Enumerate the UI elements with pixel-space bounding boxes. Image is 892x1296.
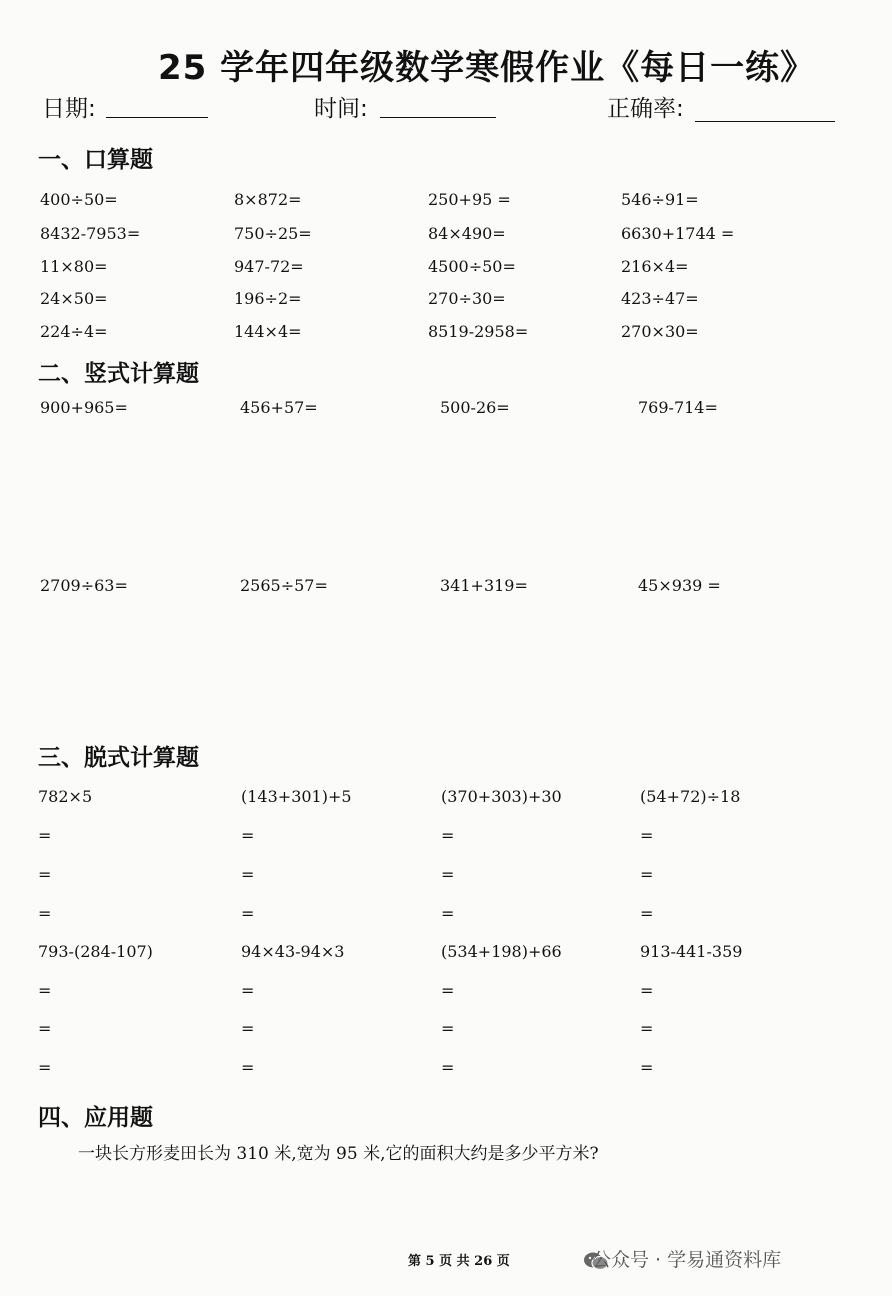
equals-line: =	[38, 981, 52, 1000]
oral-problem: 4500÷50=	[428, 257, 516, 276]
vertical-problem: 2709÷63=	[40, 576, 128, 595]
oral-problem: 24×50=	[40, 289, 108, 308]
accuracy-blank	[695, 120, 835, 122]
stepwise-problem: 793-(284-107)	[38, 942, 153, 961]
word-problem-text: 一块长方形麦田长为 310 米,宽为 95 米,它的面积大约是多少平方米?	[78, 1144, 599, 1164]
oral-problem: 144×4=	[234, 322, 302, 341]
oral-problem: 270÷30=	[428, 289, 506, 308]
date-blank	[106, 116, 208, 118]
equals-line: =	[241, 826, 255, 845]
date-label: 日期:	[42, 96, 96, 122]
equals-line: =	[38, 826, 52, 845]
equals-line: =	[640, 981, 654, 1000]
oral-problem: 8×872=	[234, 190, 302, 209]
watermark-text: 公众号 · 学易通资料库	[592, 1249, 782, 1271]
section-oral-heading: 一、口算题	[38, 147, 153, 173]
stepwise-problem: (370+303)+30	[441, 787, 562, 806]
section-stepwise-heading: 三、脱式计算题	[38, 745, 199, 771]
equals-line: =	[241, 1019, 255, 1038]
vertical-problem: 456+57=	[240, 398, 318, 417]
vertical-problem: 769-714=	[638, 398, 718, 417]
stepwise-problem: (143+301)+5	[241, 787, 352, 806]
vertical-problem: 2565÷57=	[240, 576, 328, 595]
equals-line: =	[38, 904, 52, 923]
equals-line: =	[441, 865, 455, 884]
oral-problem: 8432-7953=	[40, 224, 141, 243]
time-blank	[380, 116, 496, 118]
oral-problem: 423÷47=	[621, 289, 699, 308]
oral-problem: 947-72=	[234, 257, 304, 276]
stepwise-problem: (534+198)+66	[441, 942, 562, 961]
oral-problem: 216×4=	[621, 257, 689, 276]
equals-line: =	[640, 1058, 654, 1077]
oral-problem: 6630+1744 =	[621, 224, 735, 243]
equals-line: =	[38, 1058, 52, 1077]
equals-line: =	[441, 981, 455, 1000]
vertical-problem: 45×939 =	[638, 576, 721, 595]
equals-line: =	[241, 1058, 255, 1077]
equals-line: =	[241, 981, 255, 1000]
oral-problem: 224÷4=	[40, 322, 108, 341]
oral-problem: 400÷50=	[40, 190, 118, 209]
oral-problem: 270×30=	[621, 322, 699, 341]
equals-line: =	[38, 1019, 52, 1038]
oral-problem: 750÷25=	[234, 224, 312, 243]
stepwise-problem: 94×43-94×3	[241, 942, 345, 961]
section-word-problem-heading: 四、应用题	[38, 1105, 153, 1131]
oral-problem: 11×80=	[40, 257, 108, 276]
oral-problem: 8519-2958=	[428, 322, 529, 341]
vertical-problem: 500-26=	[440, 398, 510, 417]
oral-problem: 84×490=	[428, 224, 506, 243]
oral-problem: 196÷2=	[234, 289, 302, 308]
stepwise-problem: (54+72)÷18	[640, 787, 741, 806]
equals-line: =	[640, 826, 654, 845]
equals-line: =	[441, 826, 455, 845]
equals-line: =	[640, 1019, 654, 1038]
vertical-problem: 341+319=	[440, 576, 528, 595]
page-title: 25 学年四年级数学寒假作业《每日一练》	[158, 48, 816, 88]
time-label: 时间:	[314, 96, 368, 122]
vertical-problem: 900+965=	[40, 398, 128, 417]
equals-line: =	[441, 904, 455, 923]
oral-problem: 250+95 =	[428, 190, 511, 209]
page-number: 第 5 页 共 26 页	[408, 1254, 510, 1269]
equals-line: =	[640, 865, 654, 884]
equals-line: =	[241, 865, 255, 884]
stepwise-problem: 913-441-359	[640, 942, 743, 961]
equals-line: =	[441, 1058, 455, 1077]
equals-line: =	[38, 865, 52, 884]
section-vertical-heading: 二、竖式计算题	[38, 361, 199, 387]
oral-problem: 546÷91=	[621, 190, 699, 209]
accuracy-label: 正确率:	[607, 96, 684, 122]
stepwise-problem: 782×5	[38, 787, 93, 806]
equals-line: =	[640, 904, 654, 923]
equals-line: =	[441, 1019, 455, 1038]
equals-line: =	[241, 904, 255, 923]
